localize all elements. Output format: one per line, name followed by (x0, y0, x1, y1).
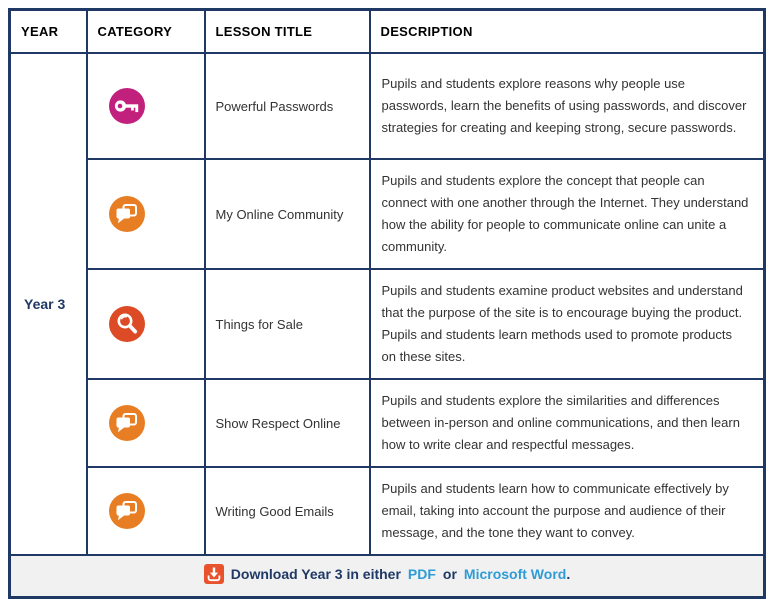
download-text-prefix: Download Year 3 in either (230, 566, 401, 583)
lesson-description: Pupils and students learn how to communicate effectively by email, taking into account the purpose and audience of their message, and the tone they want to convey. (370, 467, 765, 555)
category-cell (87, 53, 205, 159)
header-lesson-title: LESSON TITLE (205, 10, 370, 54)
lesson-description: Pupils and students explore reasons why people use passwords, learn the benefits of using passwords, and discover strategies for creating and keeping strong, secure passwords. (370, 53, 765, 159)
category-cell (87, 269, 205, 379)
table-row (10, 269, 765, 379)
table-row (10, 467, 765, 555)
download-text-suffix: . (566, 566, 571, 583)
header-row (10, 10, 765, 54)
search-icon (109, 306, 203, 342)
lesson-title: Things for Sale (205, 269, 370, 379)
lesson-description: Pupils and students explore the similarities and differences between in-person and online communications, and then learn how to write clear and respectful messages. (370, 379, 765, 467)
year-label: Year 3 (10, 53, 87, 555)
lesson-title: Powerful Passwords (205, 53, 370, 159)
table-row (10, 53, 765, 159)
pdf-link[interactable]: PDF (407, 566, 436, 583)
table-row (10, 379, 765, 467)
category-cell (87, 159, 205, 269)
key-icon (109, 88, 203, 124)
table-row (10, 159, 765, 269)
lesson-description: Pupils and students examine product websites and understand that the purpose of the site is to encourage buying the product. Pupils and students learn methods used to promote products on these sites. (370, 269, 765, 379)
lesson-title: My Online Community (205, 159, 370, 269)
lesson-plan-table (8, 8, 766, 599)
header-category: CATEGORY (87, 10, 205, 54)
download-bar (10, 555, 765, 597)
lesson-title: Writing Good Emails (205, 467, 370, 555)
header-year: YEAR (10, 10, 87, 54)
download-text-middle: or (442, 566, 457, 583)
download-icon (204, 564, 224, 584)
category-cell (87, 467, 205, 555)
lesson-description: Pupils and students explore the concept that people can connect with one another through the Internet. They understand how the ability for people to communicate online can unite a community. (370, 159, 765, 269)
header-description: DESCRIPTION (370, 10, 765, 54)
chat-icon (109, 196, 203, 232)
category-cell (87, 379, 205, 467)
word-link-wrap (464, 566, 570, 582)
chat-icon (109, 405, 203, 441)
microsoft-word-link[interactable]: Microsoft Word (463, 566, 567, 583)
footer-row (10, 555, 765, 597)
lesson-title: Show Respect Online (205, 379, 370, 467)
chat-icon (109, 493, 203, 529)
